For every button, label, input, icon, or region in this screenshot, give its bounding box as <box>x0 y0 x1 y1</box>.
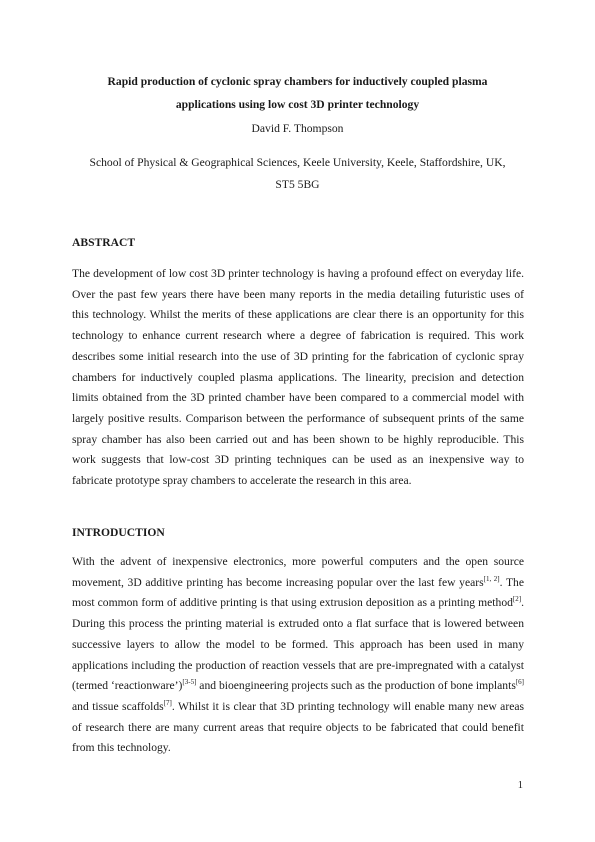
paper-title <box>60 70 535 116</box>
introduction-heading: INTRODUCTION <box>72 526 165 539</box>
intro-text-segment: With the advent of inexpensive electronics, more powerful computers and the open source movement, 3D additive printing has become increasing popular over the last few years <box>72 555 524 589</box>
page-number: 1 <box>517 780 523 791</box>
intro-text-segment: and bioengineering projects such as the production of bone implants <box>196 679 516 693</box>
author-name: David F. Thompson <box>251 122 344 135</box>
citation-ref: [7] <box>163 699 172 708</box>
affiliation <box>70 152 525 196</box>
citation-ref: [1, 2] <box>483 574 500 583</box>
abstract-paragraph: The development of low cost 3D printer technology is having a profound effect on everyday life. Over the past few years there have been many reports in the media detailing futuristic uses of this technology. Whilst the merits of these applications are clear there is an opportunity for this technology to enhance current research where a degree of fabrication is required. This work describes some initial research into the use of 3D printing for the fabrication of cyclonic spray chambers for inductively coupled plasma applications. The linearity, precision and detection limits obtained from the 3D printed chamber have been compared to a commercial model with largely positive results. Comparison between the performance of subsequent prints of the same spray chamber has also been carried out and has been shown to be highly reproducible. This work suggests that low-cost 3D printing techniques can be used as an inexpensive way to fabricate prototype spray chambers to accelerate the research in this area. <box>72 267 524 488</box>
citation-ref: [2] <box>512 595 522 604</box>
intro-text-segment: and tissue scaffolds <box>72 699 164 713</box>
intro-text-segment: . During this process the printing material is extruded onto a flat surface that is lowered between successive layers to allow the model to be formed. This approach has been used in many applications including the production of reaction vessels that are pre-impregnated with a catalyst (termed ‘reactionware’) <box>72 596 524 693</box>
abstract-heading: ABSTRACT <box>72 236 136 249</box>
intro-text-segment: . The most common form of additive printing is that using extrusion deposition as a printing method <box>72 575 524 610</box>
title-line-2: applications using low cost 3D printer technology <box>175 98 420 111</box>
intro-text-segment: . Whilst it is clear that 3D printing technology will enable many new areas of research there are many current areas that require objects to be fabricated that could benefit from this technology. <box>72 699 524 755</box>
affiliation-line-2: ST5 5BG <box>275 178 320 191</box>
title-line-1: Rapid production of cyclonic spray chambers for inductively coupled plasma <box>107 75 488 88</box>
citation-ref: [3-5] <box>182 678 197 687</box>
affiliation-line-1: School of Physical & Geographical Sciences, Keele University, Keele, Staffordshire, UK, <box>89 156 506 169</box>
citation-ref: [6] <box>515 678 525 687</box>
introduction-paragraph <box>72 552 524 759</box>
